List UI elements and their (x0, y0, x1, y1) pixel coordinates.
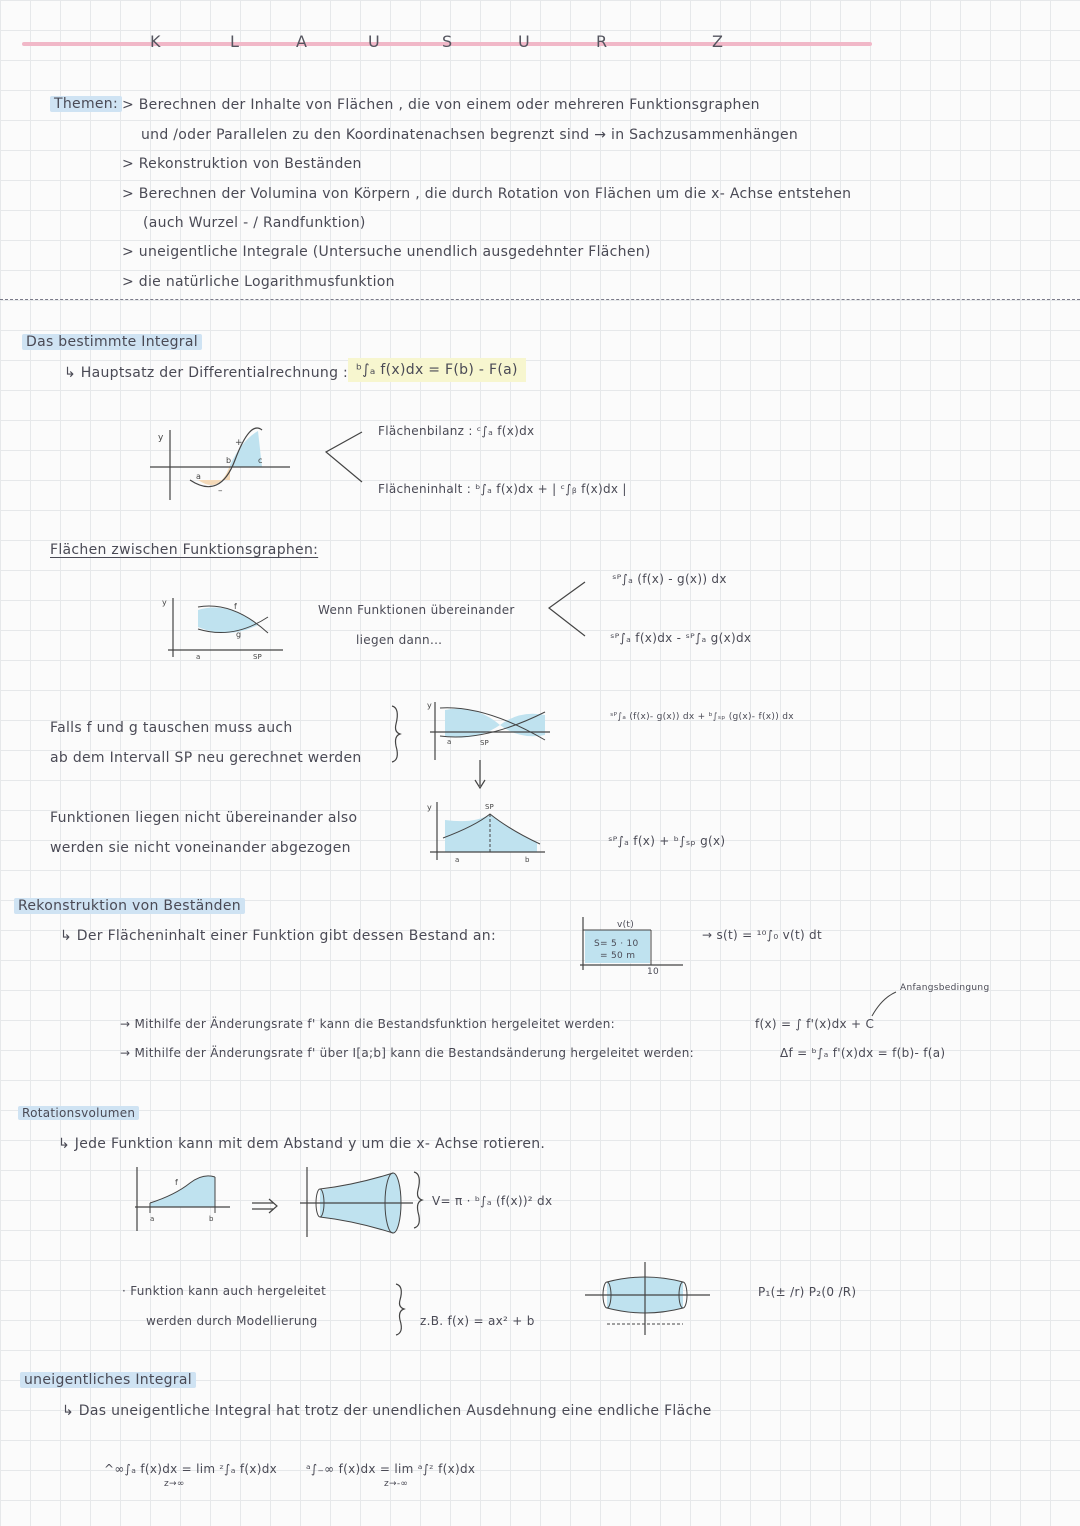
svg-text:a: a (455, 856, 460, 864)
hauptsatz-formula: ᵇ∫ₐ f(x)dx = F(b) - F(a) (348, 358, 526, 382)
header-letter: S (442, 32, 453, 51)
uneig-formula-1-sub: z→∞ (164, 1479, 185, 1489)
barrel-graph (585, 1260, 715, 1340)
uneig-formula-2-sub: z→-∞ (384, 1479, 409, 1489)
integral-graph (150, 425, 300, 505)
svg-text:+: + (235, 438, 243, 448)
header-letter: U (518, 32, 530, 51)
header-letter: U (368, 32, 380, 51)
nonoverlap-graph (425, 800, 550, 868)
rekon-arrow-2-formula: Δf = ᵇ∫ₐ f'(x)dx = f(b)- f(a) (780, 1046, 946, 1060)
uneig-title: uneigentliches Integral (20, 1372, 196, 1388)
wenn-text-1: Wenn Funktionen übereinander (318, 603, 515, 617)
rekon-arrow-2: → Mithilfe der Änderungsrate f' über I[a;b] kann die Bestandsänderung hergeleitet werden: (120, 1046, 694, 1060)
rotation-graph-2d (125, 1165, 235, 1235)
uneig-line: ↳ Das uneigentliche Integral hat trotz der unendlichen Ausdehnung eine endliche Fläche (62, 1403, 712, 1419)
themen-item: > uneigentliche Integrale (Untersuche unendlich ausgedehnter Flächen) (122, 244, 651, 260)
flaecheninhalt: Flächeninhalt : ᵇ∫ₐ f(x)dx + | ᶜ∫ᵦ f(x)dx | (378, 482, 627, 496)
zwischen-title: Flächen zwischen Funktionsgraphen: (50, 542, 319, 558)
rekon-arrow-1-formula: f(x) = ∫ f'(x)dx + C (755, 1017, 875, 1031)
svg-text:c: c (258, 456, 263, 465)
bestand-result: → s(t) = ¹⁰∫₀ v(t) dt (702, 928, 822, 942)
rekon-line: ↳ Der Flächeninhalt einer Funktion gibt dessen Bestand an: (60, 928, 496, 944)
nonoverlap-formula: ˢᴾ∫ₐ f(x) + ᵇ∫ₛₚ g(x) (608, 834, 726, 848)
rotation-line: ↳ Jede Funktion kann mit dem Abstand y um die x- Achse rotieren. (58, 1136, 546, 1152)
falls-text-1: Falls f und g tauschen muss auch (50, 720, 293, 736)
svg-text:b: b (209, 1215, 214, 1223)
svg-text:y: y (427, 701, 432, 710)
rekon-title: Rekonstruktion von Beständen (14, 898, 245, 914)
implies-arrow (250, 1198, 280, 1214)
brace (390, 1282, 410, 1337)
rotation-example: z.B. f(x) = ax² + b (420, 1314, 535, 1328)
hauptsatz-text: ↳ Hauptsatz der Differentialrechnung : (64, 365, 349, 381)
svg-text:y: y (427, 803, 432, 812)
svg-text:f: f (175, 1178, 178, 1187)
themen-item: > Berechnen der Inhalte von Flächen , die von einem oder mehreren Funktionsgraphen (122, 97, 760, 113)
bestand-eq-2: = 50 m (600, 951, 636, 961)
themen-label: Themen: (50, 96, 122, 112)
svg-text:y: y (162, 598, 167, 607)
rotation-title: Rotationsvolumen (18, 1106, 139, 1120)
svg-text:SP: SP (480, 739, 489, 747)
wenn-text-2: liegen dann... (356, 633, 443, 647)
themen-item: und /oder Parallelen zu den Koordinatenachsen begrenzt sind → in Sachzusammenhängen (141, 127, 799, 143)
header-letter: R (596, 32, 608, 51)
themen-item: (auch Wurzel - / Randfunktion) (143, 215, 366, 231)
rotation-bullet-1: · Funktion kann auch hergeleitet (122, 1284, 327, 1298)
zwischen-formula-1: ˢᴾ∫ₐ (f(x) - g(x)) dx (612, 572, 727, 586)
flaechenbilanz: Flächenbilanz : ᶜ∫ₐ f(x)dx (378, 424, 535, 438)
bestand-eq-1: S= 5 · 10 (594, 939, 639, 949)
uneig-formula-2: ᵃ∫₋∞ f(x)dx = lim ᵃ∫ᶻ f(x)dx (306, 1462, 476, 1476)
swap-formula: ˢᴾ∫ₐ (f(x)- g(x)) dx + ᵇ∫ₛₚ (g(x)- f(x)) dx (610, 712, 794, 722)
bestand-tick: 10 (647, 967, 660, 977)
section-divider (0, 299, 1080, 300)
uneig-formula-1: ^∞∫ₐ f(x)dx = lim ᶻ∫ₐ f(x)dx (104, 1462, 278, 1476)
svg-text:a: a (196, 653, 201, 661)
header-letter: L (230, 32, 239, 51)
svg-text:a: a (447, 738, 452, 746)
svg-text:–: – (218, 486, 223, 496)
themen-item: > Rekonstruktion von Beständen (122, 156, 362, 172)
svg-text:a: a (196, 472, 201, 481)
themen-item: > Berechnen der Volumina von Körpern , die durch Rotation von Flächen um die x- Achse entstehen (122, 186, 852, 202)
svg-text:a: a (150, 1215, 155, 1223)
barrel-points: P₁(± /r) P₂(0 /R) (758, 1285, 857, 1299)
swap-graph (425, 700, 560, 790)
svg-text:b: b (226, 456, 232, 465)
zwischen-formula-2: ˢᴾ∫ₐ f(x)dx - ˢᴾ∫ₐ g(x)dx (610, 631, 752, 645)
svg-text:g: g (236, 630, 242, 639)
rekon-arrow-1: → Mithilfe der Änderungsrate f' kann die Bestandsfunktion hergeleitet werden: (120, 1017, 615, 1031)
header-letter: A (296, 32, 307, 51)
brace (408, 1170, 428, 1230)
split-arrow (322, 430, 372, 490)
svg-text:SP: SP (485, 803, 494, 811)
split-arrow (545, 580, 595, 640)
rotation-bullet-2: werden durch Modellierung (146, 1314, 318, 1328)
svg-text:SP: SP (253, 653, 262, 661)
rotation-body-3d (295, 1165, 415, 1245)
themen-item: > die natürliche Logarithmusfunktion (122, 274, 395, 290)
svg-text:f: f (234, 602, 237, 611)
nicht-text-2: werden sie nicht voneinander abgezogen (50, 840, 351, 856)
anfang-pointer (868, 990, 898, 1020)
svg-text:b: b (525, 856, 530, 864)
header-letter: Z (712, 32, 723, 51)
falls-text-2: ab dem Intervall SP neu gerechnet werden (50, 750, 362, 766)
zwischen-graph (158, 595, 288, 660)
svg-text:y: y (158, 433, 164, 443)
anfangsbedingung: Anfangsbedingung (900, 983, 990, 993)
integral-title: Das bestimmte Integral (22, 334, 202, 350)
bestand-axis-label: v(t) (617, 920, 635, 930)
brace (386, 704, 406, 764)
rotation-formula: V= π · ᵇ∫ₐ (f(x))² dx (432, 1194, 553, 1208)
nicht-text-1: Funktionen liegen nicht übereinander also (50, 810, 358, 826)
header-letter: K (150, 32, 161, 51)
